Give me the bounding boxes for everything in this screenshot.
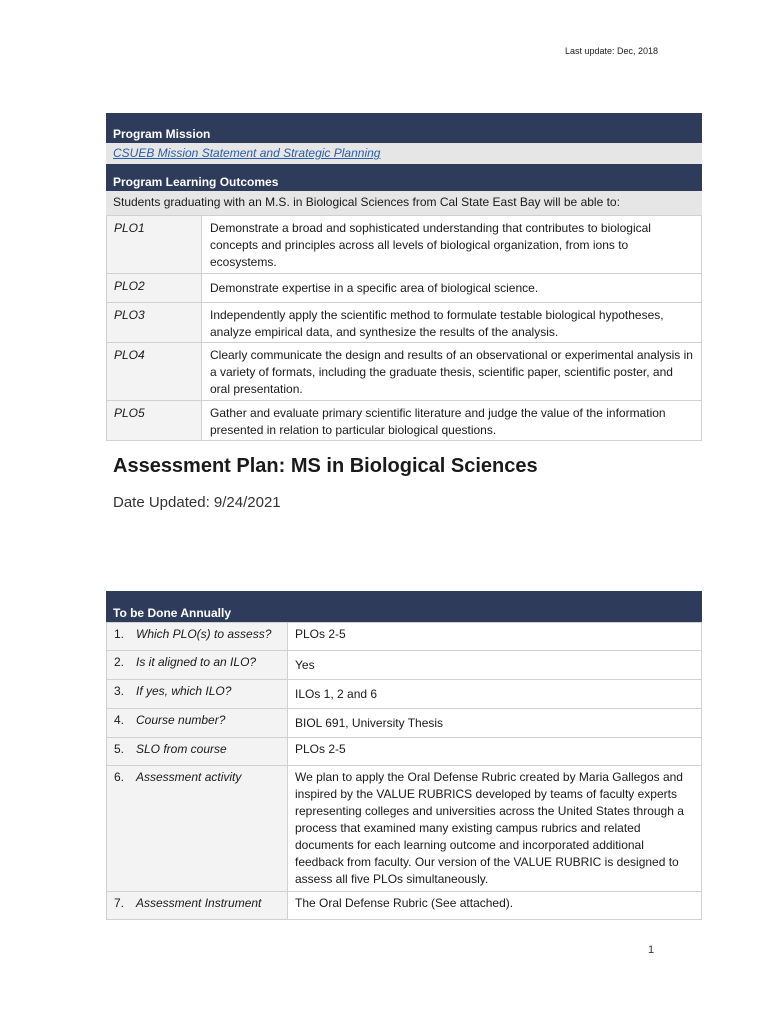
question-text: Course number?: [136, 713, 226, 727]
answer-cell: The Oral Defense Rubric (See attached).: [288, 892, 702, 920]
question-number: 1.: [114, 627, 125, 641]
question-number: 6.: [114, 770, 125, 784]
question-text: Assessment Instrument: [136, 896, 262, 910]
answer-cell: PLOs 2-5: [288, 623, 702, 651]
program-section: [106, 113, 702, 441]
table-row: [107, 651, 702, 680]
table-row: [107, 738, 702, 766]
plo-id: PLO3: [107, 303, 202, 343]
question-cell: [107, 766, 288, 892]
table-row: [107, 303, 702, 343]
table-row: [107, 892, 702, 920]
question-cell: [107, 892, 288, 920]
question-text: SLO from course: [136, 742, 227, 756]
question-text: Which PLO(s) to assess?: [136, 627, 272, 641]
question-number: 3.: [114, 684, 125, 698]
table-row: [107, 680, 702, 709]
question-cell: [107, 680, 288, 709]
answer-cell: Yes: [288, 651, 702, 680]
answer-cell: PLOs 2-5: [288, 738, 702, 766]
question-number: 4.: [114, 713, 125, 727]
plo-text: Demonstrate a broad and sophisticated understanding that contributes to biological concepts and principles across all levels of biological organization, from ions to ecosystems.: [202, 216, 702, 274]
plo-id: PLO2: [107, 274, 202, 303]
answer-cell: ILOs 1, 2 and 6: [288, 680, 702, 709]
annual-section: [106, 591, 702, 920]
annual-heading: To be Done Annually: [106, 591, 702, 622]
table-row: [107, 623, 702, 651]
table-row: [107, 216, 702, 274]
question-cell: [107, 738, 288, 766]
question-cell: [107, 623, 288, 651]
plo-text: Clearly communicate the design and results of an observational or experimental analysis in a variety of formats, including the graduate thesis, scientific paper, scientific poster, and oral presentation.: [202, 343, 702, 401]
plo-id: PLO4: [107, 343, 202, 401]
table-row: [107, 766, 702, 892]
annual-table: [106, 622, 702, 920]
question-text: Is it aligned to an ILO?: [136, 655, 257, 669]
outcomes-intro: Students graduating with an M.S. in Biological Sciences from Cal State East Bay will be able to:: [106, 191, 702, 215]
last-update-note: Last update: Dec, 2018: [565, 46, 659, 56]
question-text: If yes, which ILO?: [136, 684, 232, 698]
mission-statement-link[interactable]: CSUEB Mission Statement and Strategic Planning: [106, 143, 702, 164]
table-row: [107, 274, 702, 303]
page-title: Assessment Plan: MS in Biological Sciences: [113, 455, 538, 477]
date-updated: Date Updated: 9/24/2021: [113, 494, 281, 511]
plo-text: Demonstrate expertise in a specific area of biological science.: [202, 274, 702, 303]
program-outcomes-heading: Program Learning Outcomes: [106, 164, 702, 191]
question-number: 2.: [114, 655, 125, 669]
question-number: 5.: [114, 742, 125, 756]
page-number: 1: [648, 944, 655, 956]
question-cell: [107, 709, 288, 738]
answer-cell: BIOL 691, University Thesis: [288, 709, 702, 738]
table-row: [107, 343, 702, 401]
plo-table: [106, 215, 702, 441]
plo-text: Independently apply the scientific method to formulate testable biological hypotheses, analyze empirical data, and synthesize the results of the analysis.: [202, 303, 702, 343]
table-row: [107, 401, 702, 441]
answer-cell: We plan to apply the Oral Defense Rubric created by Maria Gallegos and inspired by the VALUE RUBRICS developed by teams of faculty experts representing colleges and universities across the United States through a process that examined many existing campus rubrics and related documents for each learning outcome and incorporated additional feedback from faculty. Our version of the VALUE RUBRIC is designed to assess all five PLOs simultaneously.: [288, 766, 702, 892]
table-row: [107, 709, 702, 738]
plo-text: Gather and evaluate primary scientific literature and judge the value of the information presented in relation to particular biological questions.: [202, 401, 702, 441]
question-text: Assessment activity: [136, 770, 242, 784]
program-mission-heading: Program Mission: [106, 113, 702, 143]
question-number: 7.: [114, 896, 125, 910]
plo-id: PLO1: [107, 216, 202, 274]
plo-id: PLO5: [107, 401, 202, 441]
question-cell: [107, 651, 288, 680]
